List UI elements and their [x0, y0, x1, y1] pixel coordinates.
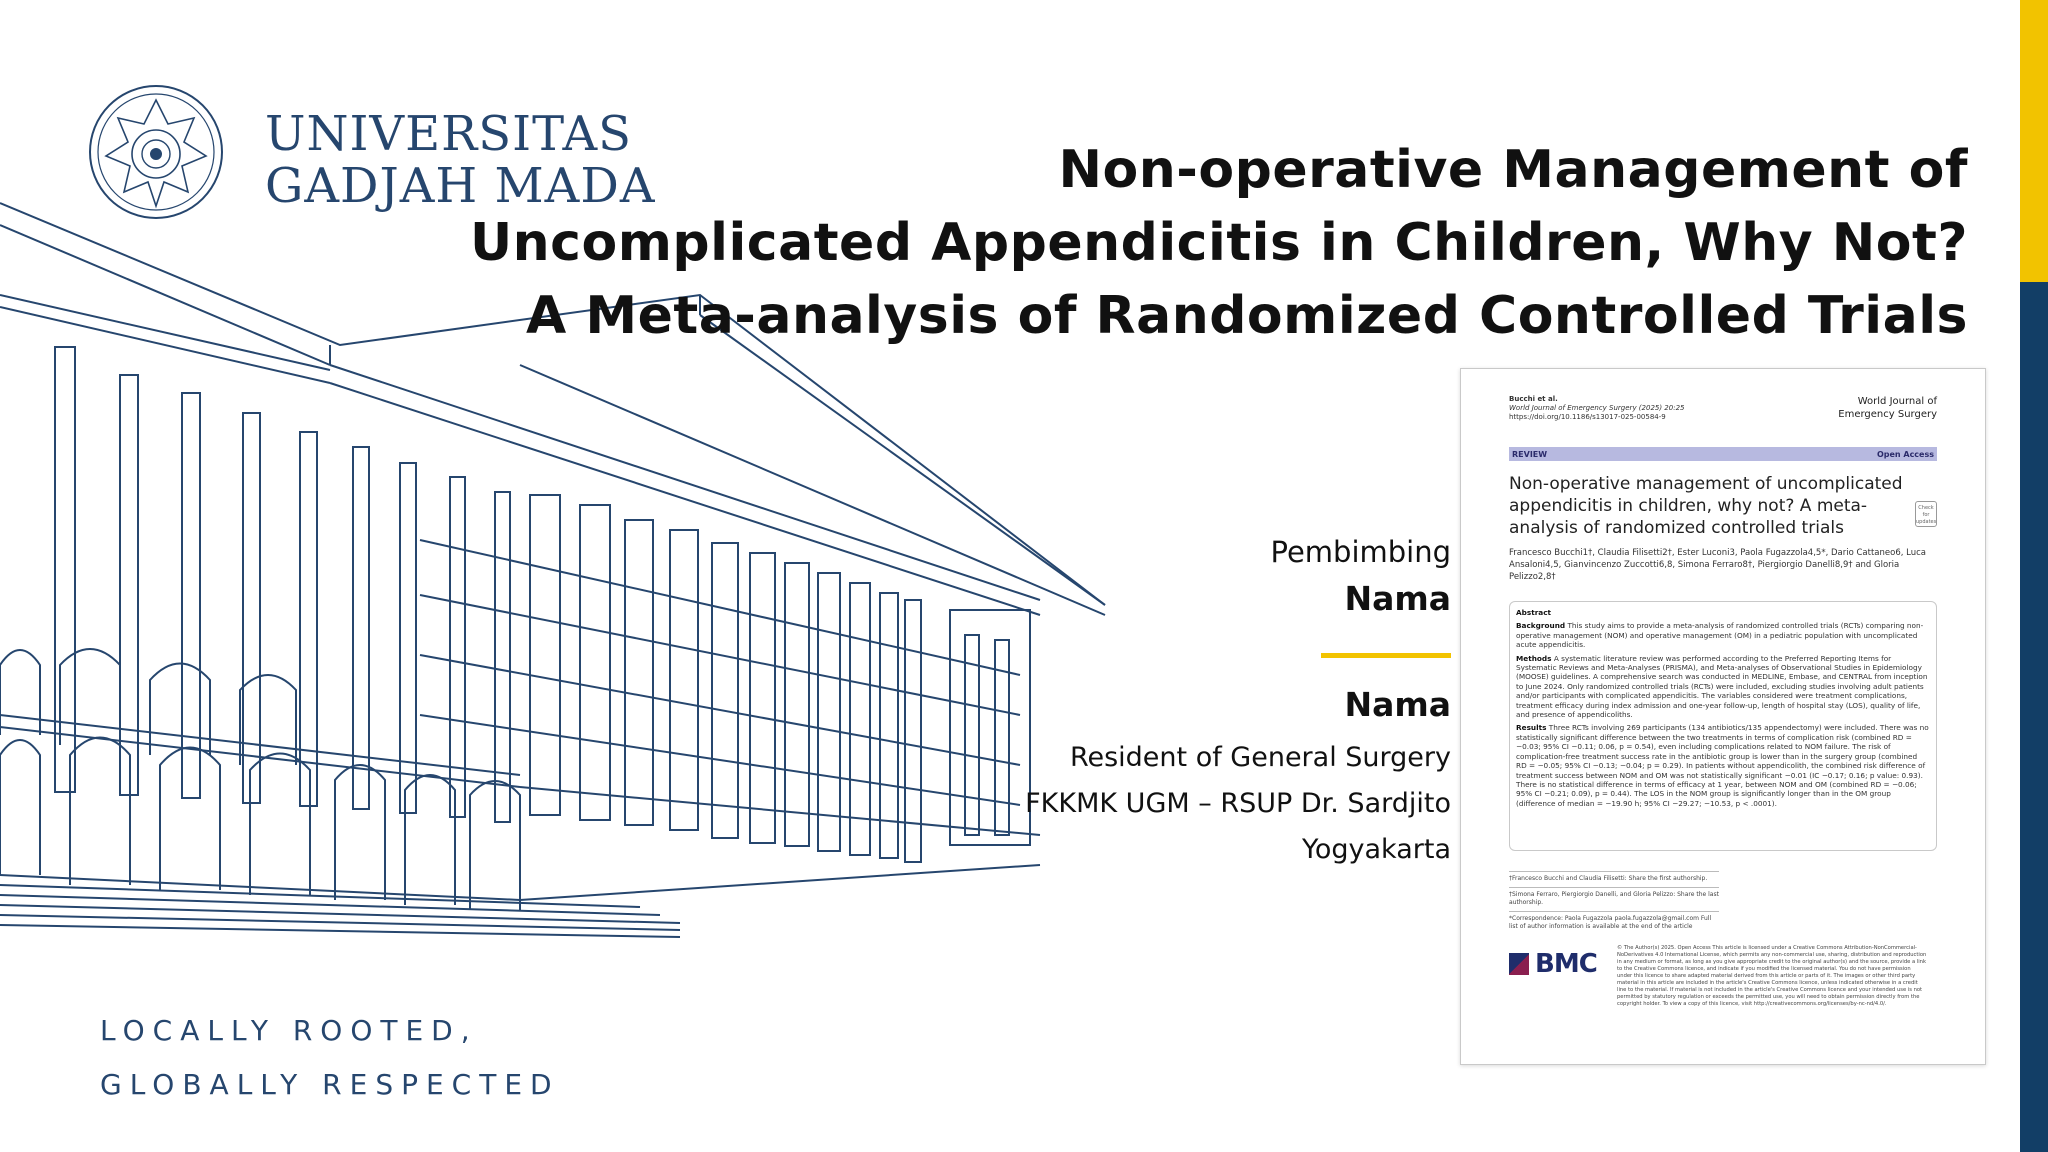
- paper-thumbnail: [1460, 368, 1986, 1065]
- supervisor-label: Pembimbing: [1270, 535, 1451, 569]
- paper-header: [1509, 395, 1937, 447]
- presenter-name: Nama: [1344, 685, 1451, 724]
- affiliation-line2: FKKMK UGM – RSUP Dr. Sardjito: [1025, 788, 1451, 819]
- footnote-3: *Correspondence: Paola Fugazzola paola.fugazzola@gmail.com Full list of author information is available at the end of the article: [1509, 911, 1719, 931]
- methods-text: A systematic literature review was performed according to the Preferred Reporting Items for Systematic Reviews and Meta-Analyses (PRISMA), and Meta-analyses of Observational Studies in Epidemiology (MOOSE) guidelines. A comprehensive search was conducted in MEDLINE, Embase, and CENTRAL from inception to June 2024. Only randomized controlled trials (RCTs) were included, excluding studies involving adult patients and/or participants with complicated appendicitis. The variables considered were treatment complications, treatment efficacy during index admission and one-year follow-up, length of hospital stay (LOS), quality of life, and presence of appendicoliths.: [1516, 653, 1928, 720]
- presenter-block: [851, 530, 1451, 865]
- tagline-line1: LOCALLY ROOTED,: [100, 1014, 478, 1047]
- footnote-2: †Simona Ferraro, Piergiorgio Danelli, and Gloria Pelizzo: Share the last authorship.: [1509, 887, 1719, 907]
- paper-title: [1509, 473, 1937, 539]
- license-text: © The Author(s) 2025. Open Access This article is licensed under a Creative Commons Attribution-NonCommercial-NoDerivatives 4.0 International License, which permits any non-commercial use, sharing, distribution and reproduction in any medium or format, as long as you give appropriate credit to the original author(s) and the source, provide a link to the Creative Commons licence, and indicate if you modified the licensed material. You do not have permission under this licence to share adapted material derived from this article or parts of it. The images or other third party material in this article are included in the article's Creative Commons licence, unless indicated otherwise in a credit line to the material. If material is not included in the article's Creative Commons licence and your intended use is not permitted by statutory regulation or exceeds the permitted use, you will need to obtain permission directly from the copyright holder. To view a copy of this licence, visit http://creativecommons.org/licenses/by-nc-nd/4.0/.: [1617, 945, 1927, 1007]
- presentation-title: [408, 134, 1968, 353]
- tagline: [100, 1004, 560, 1112]
- accent-bar-navy: [2020, 282, 2048, 1152]
- supervisor-name: Nama: [1344, 579, 1451, 618]
- paper-title-text: Non-operative management of uncomplicated appendicitis in children, why not? A meta-analysis of randomized controlled trials: [1509, 474, 1903, 538]
- background-label: Background: [1516, 621, 1566, 631]
- background-text: This study aims to provide a meta-analysis of randomized controlled trials (RCTs) comparing non-operative management (NOM) and operative management (OM) in a pediatric population with uncomplicated acute appendicitis.: [1516, 621, 1924, 650]
- check-for-updates-icon: Check for updates: [1915, 501, 1937, 527]
- ugm-seal-icon: [86, 82, 226, 222]
- review-bar: [1509, 447, 1937, 461]
- open-access-label: Open Access: [1876, 449, 1934, 459]
- journal-line2: Emergency Surgery: [1838, 409, 1937, 420]
- accent-bar-yellow: [2020, 0, 2048, 282]
- paper-abstract: [1509, 601, 1937, 851]
- affiliation-line1: Resident of General Surgery: [1069, 742, 1451, 773]
- affiliation: [1025, 735, 1451, 873]
- affiliation-line3: Yogyakarta: [1301, 834, 1451, 865]
- paper-authors: Francesco Bucchi1†, Claudia Filisetti2†, Ester Luconi3, Paola Fugazzola4,5*, Dario Cattaneo6, Luca Ansaloni4,5, Gianvincenzo Zuccotti6,8, Simona Ferraro8†, Piergiorgio Danelli8,9† and Gloria Pelizzo2,8†: [1509, 548, 1926, 582]
- publisher-row: [1509, 945, 1937, 1035]
- footnote-1: †Francesco Bucchi and Claudia Filisetti: Share the first authorship.: [1509, 871, 1719, 883]
- tagline-line2: GLOBALLY RESPECTED: [100, 1068, 560, 1101]
- wordmark-line2: GADJAH MADA: [265, 158, 656, 214]
- title-line3: A Meta-analysis of Randomized Controlled Trials: [525, 286, 1968, 346]
- bmc-logo-text: BMC: [1535, 949, 1597, 979]
- wordmark-line1: UNIVERSITAS: [265, 106, 633, 162]
- title-line2: Uncomplicated Appendicitis in Children, Why Not?: [469, 213, 1968, 273]
- citation-doi: https://doi.org/10.1186/s13017-025-00584-9: [1509, 413, 1666, 421]
- yellow-divider: [1321, 653, 1451, 658]
- bmc-logo: [1509, 949, 1597, 979]
- methods-label: Methods: [1516, 653, 1552, 663]
- abstract-heading: Abstract: [1516, 608, 1552, 617]
- review-label: REVIEW: [1512, 449, 1548, 459]
- citation-authors: Bucchi et al.: [1509, 395, 1558, 403]
- results-text: Three RCTs involving 269 participants (134 antibiotics/135 appendectomy) were included. There was no statistically significant difference between the two treatments in terms of complication risk (combined RD = −0.03; 95% CI −0.11; 0.06, p = 0.54), even including complications related to NOM failure. The risk of complication-free treatment success rate in the antibiotic group is lower than in the surgery group (combined RD = −0.05; 95% CI −0.13; −0.04; p = 0.29). In patients without appendicolith, the combined risk difference of treatment success between NOM and OM was not statistically significant −0.01 (IC −0.17; 0.16; p value: 0.93). There is no statistical difference in terms of efficacy at 1 year, between NOM and OM (combined RD = −0.06; 95% CI −0.21; 0.09), p = 0.44). The LOS in the NOM group is significantly longer than in the OM group (difference of median = −19.90 h; 95% CI −29.27; −10.53, p < .0001).: [1516, 723, 1929, 808]
- results-label: Results: [1516, 723, 1547, 733]
- columns: [55, 347, 510, 822]
- paper-citation: [1509, 395, 1684, 422]
- citation-journal: World Journal of Emergency Surgery (2025) 20:25: [1509, 404, 1685, 412]
- paper-footnotes: [1509, 871, 1937, 931]
- journal-name: [1838, 395, 1937, 421]
- bmc-logo-icon: [1509, 953, 1529, 975]
- journal-line1: World Journal of: [1857, 396, 1937, 407]
- title-line1: Non-operative Management of: [1058, 140, 1968, 200]
